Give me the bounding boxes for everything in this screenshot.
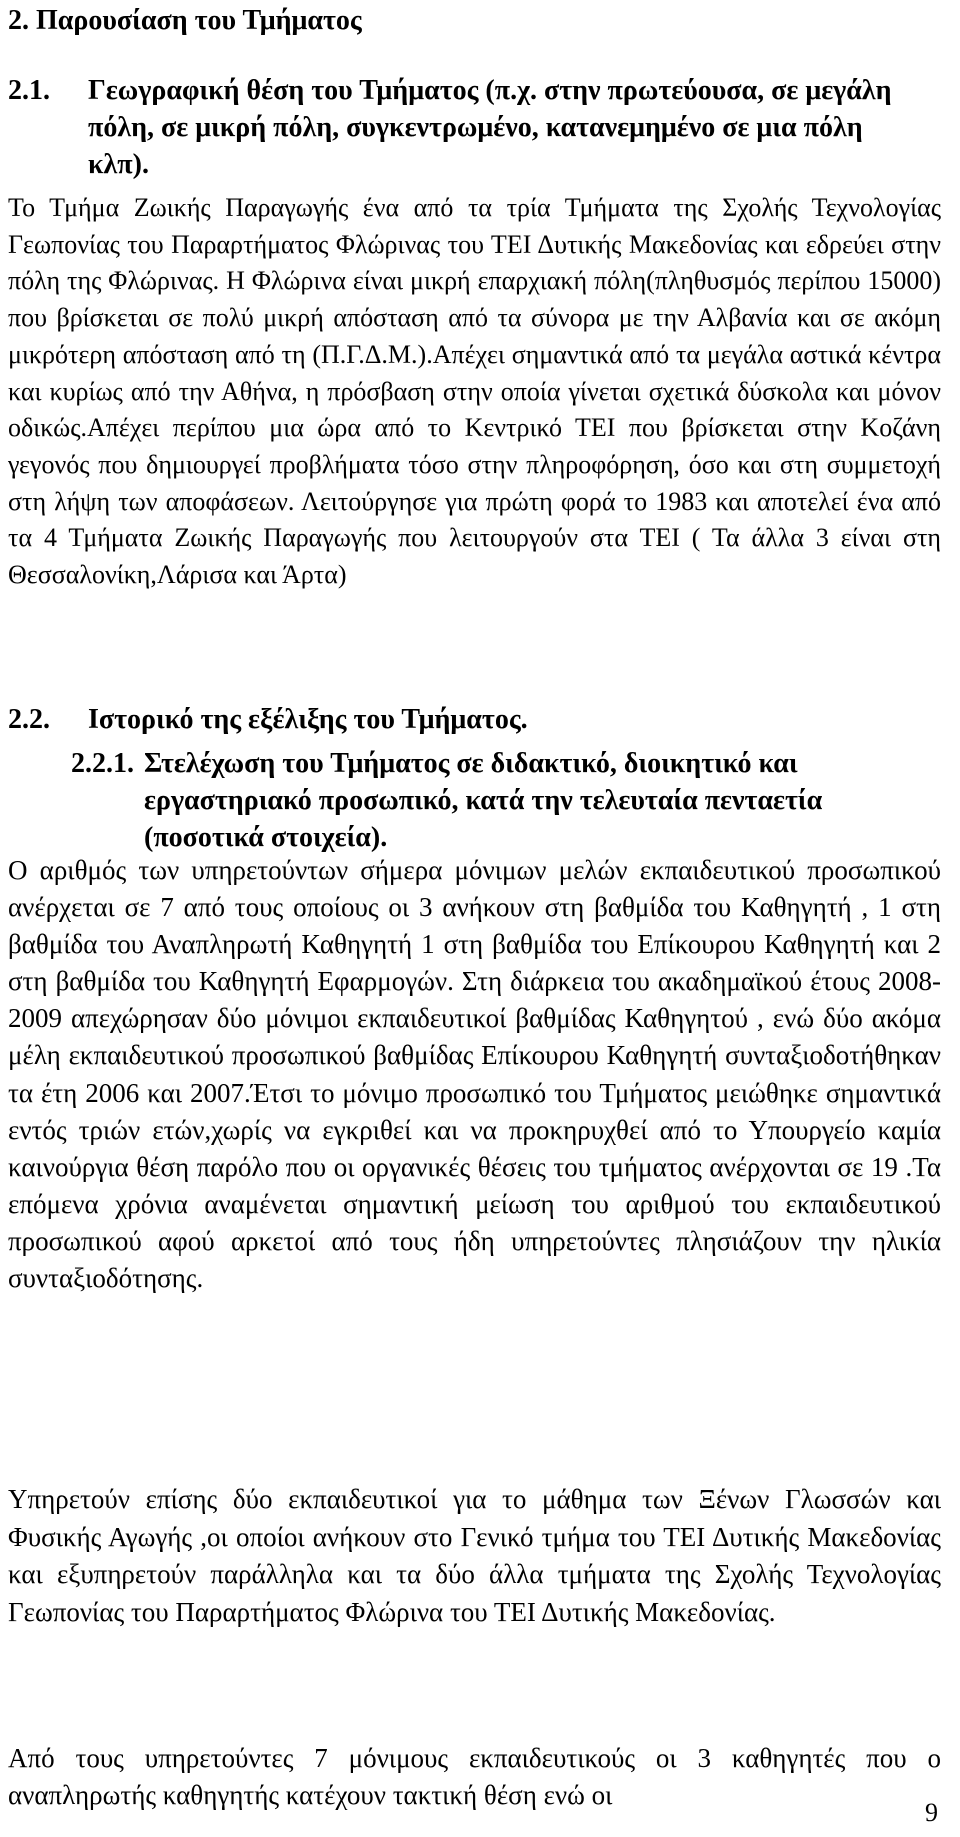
body-paragraph: Το Τμήμα Ζωικής Παραγωγής ένα από τα τρία Τμήματα της Σχολής Τεχνολογίας Γεωπονίας του Παραρτήματος Φλώρινας του ΤΕΙ Δυτικής Μακεδονίας και εδρεύει στην πόλη της Φλώρινας. Η Φλώρινα είναι μικρή επαρχιακή πόλη(πληθυσμός περίπου 15000) που βρίσκεται σε πολύ μικρή απόσταση από τα σύνορα με την Αλβανία και σε ακόμη μικρότερη απόσταση από τη (Π.Γ.Δ.Μ.).Απέχει σημαντικά από τα μεγάλα αστικά κέντρα και κυρίως από την Αθήνα, η πρόσβαση στην οποία γίνεται σχετικά δύσκολα και μόνον οδικώς.Απέχει περίπου μια ώρα από το Κεντρικό ΤΕΙ που βρίσκεται στην Κοζάνη γεγονός που δημιουργεί προβλήματα τόσο στην πληροφόρηση, όσο και στη συμμετοχή στη λήψη των αποφάσεων. Λειτούργησε για πρώτη φορά το 1983 και αποτελεί ένα από τα 4 Τμήματα Ζωικής Παραγωγής που λειτουργούν στα ΤΕΙ ( Τα άλλα 3 είναι στη Θεσσαλονίκη,Λάρισα και Άρτα) [8,193,941,590]
body-paragraph: Από τους υπηρετούντες 7 μόνιμους εκπαιδευτικούς οι 3 καθηγητές που ο αναπληρωτής καθηγητής κατέχουν τακτική θέση ενώ οι [8,1743,941,1810]
section-number: 2. [8,5,29,36]
section-heading [8,4,362,38]
subsection-number: 2.2.1. [71,748,134,779]
section-title: Παρουσίαση του Τμήματος [36,5,362,36]
subsection-title: Ιστορικό της εξέλιξης του Τμήματος. [88,704,528,735]
subsection-title: Στελέχωση του Τμήματος σε διδακτικό, διοικητικό και εργαστηριακό προσωπικό, κατά την τελευταία πενταετία (ποσοτικά στοιχεία). [144,748,823,853]
body-paragraph: Υπηρετούν επίσης δύο εκπαιδευτικοί για το μάθημα των Ξένων Γλωσσών και Φυσικής Αγωγής ,οι οποίοι ανήκουν στο Γενικό τμήμα του ΤΕΙ Δυτικής Μακεδονίας και εξυπηρετούν παράλληλα και τα δύο άλλα τμήματα της Σχολής Τεχνολογίας Γεωπονίας του Παραρτήματος Φλώρινα του ΤΕΙ Δυτικής Μακεδονίας. [8,1484,941,1627]
body-paragraph: Ο αριθμός των υπηρετούντων σήμερα μόνιμων μελών εκπαιδευτικού προσωπικού ανέρχεται σε 7 από τους οποίους οι 3 ανήκουν στη βαθμίδα του Καθηγητή , 1 στη βαθμίδα του Αναπληρωτή Καθηγητή 1 στη βαθμίδα του Επίκουρου Καθηγητή και 2 στη βαθμίδα του Καθηγητή Εφαρμογών. Στη διάρκεια του ακαδημαϊκού έτους 2008-2009 απεχώρησαν δύο μόνιμοι εκπαιδευτικοί βαθμίδας Καθηγητού , ενώ δύο ακόμα μέλη εκπαιδευτικού προσωπικού βαθμίδας Επίκουρου Καθηγητή συνταξιοδοτήθηκαν τα έτη 2006 και 2007.Έτσι το μόνιμο προσωπικό του Τμήματος μειώθηκε σημαντικά εντός τριών ετών,χωρίς να εγκριθεί και να προκηρυχθεί από το Υπουργείο καμία καινούργια θέση παρόλο που οι οργανικές θέσεις του τμήματος ανέρχονται σε 19 .Τα επόμενα χρόνια αναμένεται σημαντική μείωση του αριθμού του εκπαιδευτικού προσωπικού αφού αρκετοί από τους ήδη υπηρετούντες πλησιάζουν την ηλικία συνταξιοδότησης. [8,855,941,1294]
page-number: 9 [925,1798,938,1827]
subsection-title: Γεωγραφική θέση του Τμήματος (π.χ. στην πρωτεύουσα, σε μεγάλη πόλη, σε μικρή πόλη, συγκεντρωμένο, κατανεμημένο σε μια πόλη κλπ). [88,75,892,180]
subsection-heading-2-2-1 [71,745,931,856]
subsection-number: 2.2. [8,704,50,735]
subsection-heading-2-2 [8,702,928,738]
subsection-heading-2-1 [8,72,928,183]
subsection-number: 2.1. [8,75,50,106]
